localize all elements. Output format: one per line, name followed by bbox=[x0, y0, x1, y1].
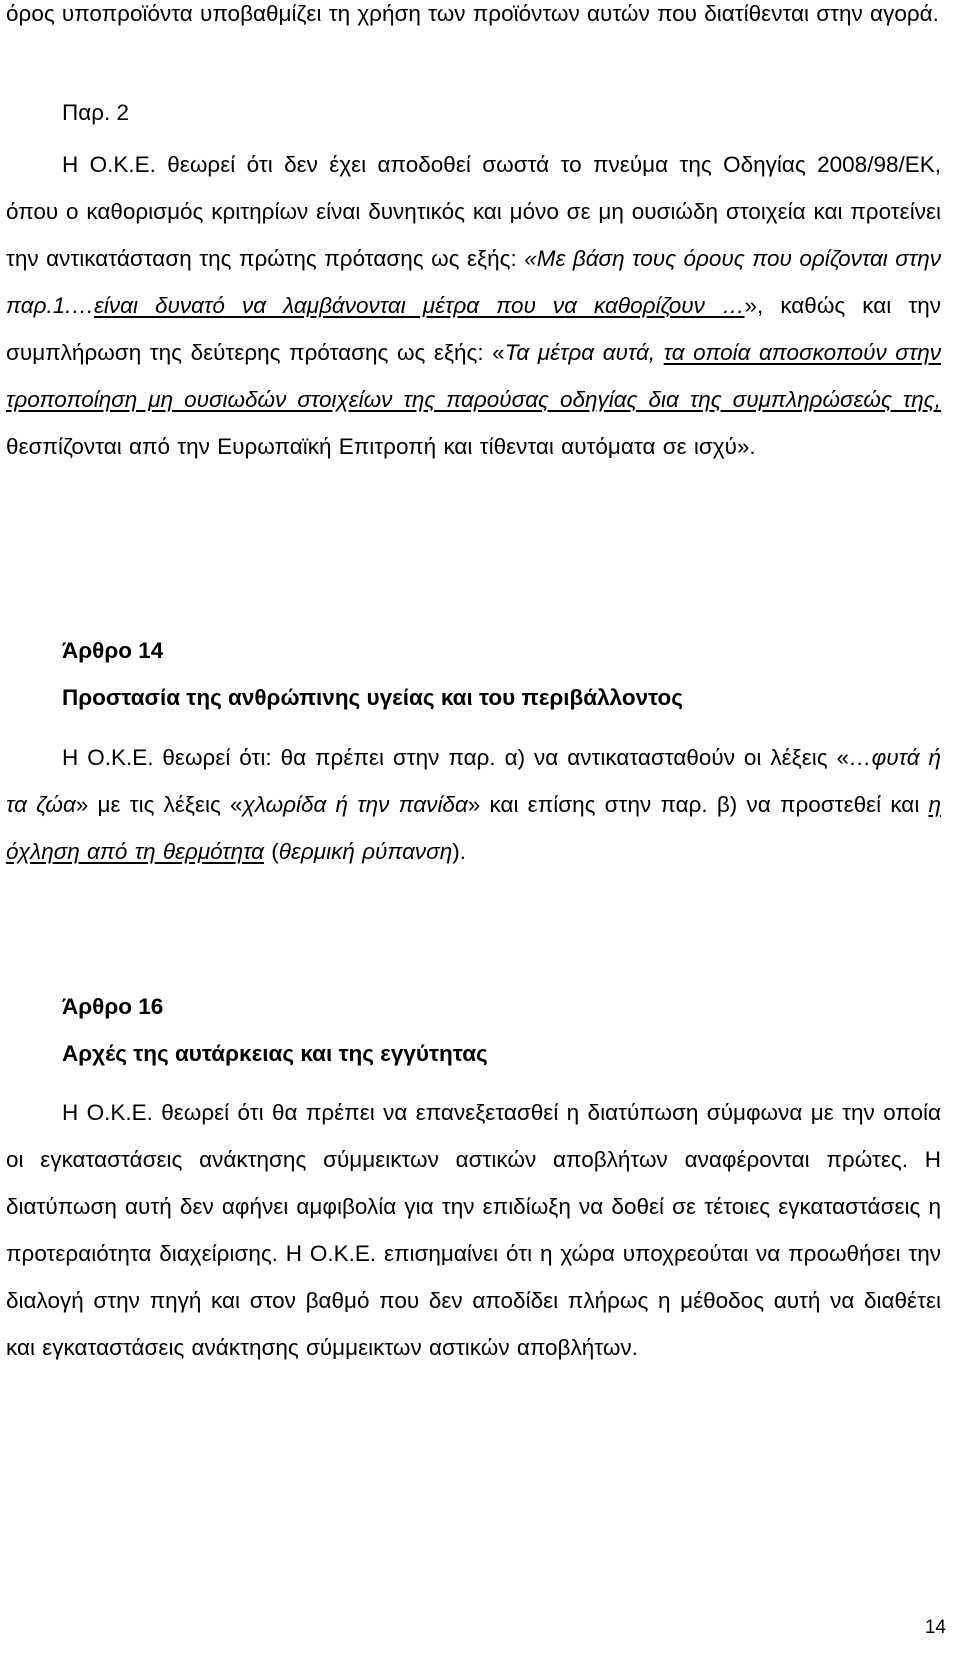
page-number: 14 bbox=[924, 1617, 946, 1638]
art14-quote-1: …φυτά ή τα ζώα bbox=[6, 745, 941, 817]
par2-text-2: », καθώς και την συμπλήρωση της δεύτερης πρότασης ως εξής: « bbox=[6, 293, 942, 365]
par2-measures-underlined: τα οποία αποσκοπούν στην τροποποίηση μη ουσιωδών στοιχείων της παρούσας οδηγίας δια της συμπληρώσεώς της, bbox=[6, 340, 941, 412]
art14-text-5: ). bbox=[452, 839, 466, 864]
art14-underlined: η όχληση από τη θερμότητα bbox=[6, 792, 942, 864]
par2-measures-italic: Τα μέτρα αυτά, bbox=[504, 340, 664, 365]
art16-text: Η Ο.Κ.Ε. θεωρεί ότι θα πρέπει να επανεξετασθεί η διατύπωση σύμφωνα με την οποία οι εγκαταστάσεις ανάκτησης σύμμεικτων αστικών αποβλήτων αναφέρονται πρώτες. Η διατύπωση αυτή δεν αφήνει αμφιβολία για την επιδίωξη να δοθεί σε τέτοιες εγκαταστάσεις η προτεραιότητα διαχείρισης. Η Ο.Κ.Ε. επισημαίνει ότι η χώρα υποχρεούται να προωθήσει την διαλογή στην πηγή και στον βαθμό που δεν αποδίδει πλήρως η μέθοδος αυτή να διαθέτει και εγκαταστάσεις ανάκτησης σύμμεικτων αστικών αποβλήτων. bbox=[6, 1100, 941, 1360]
paragraph-intro bbox=[6, 0, 941, 37]
art14-text-2: » με τις λέξεις « bbox=[75, 792, 243, 817]
article16-title: Άρθρο 16 bbox=[62, 994, 164, 1019]
paragraph-intro-text: όρος υποπροϊόντα υποβαθμίζει τη χρήση των προϊόντων αυτών που διατίθενται στην αγορά. bbox=[6, 1, 939, 26]
paragraph-article16 bbox=[6, 1089, 941, 1371]
article14-subtitle: Προστασία της ανθρώπινης υγείας και του περιβάλλοντος bbox=[62, 685, 683, 710]
par2-text-1: Η Ο.Κ.Ε. θεωρεί ότι δεν έχει αποδοθεί σωστά το πνεύμα της Οδηγίας 2008/98/ΕΚ, όπου ο καθορισμός κριτηρίων είναι δυνητικός και μόνο σε μη ουσιώδη στοιχεία και προτείνει την αντικατάσταση της πρώτης πρότασης ως εξής: bbox=[6, 152, 941, 271]
art14-quote-2: χλωρίδα ή την πανίδα bbox=[242, 792, 468, 817]
par2-text-3: θεσπίζονται από την Ευρωπαϊκή Επιτροπή και τίθενται αυτόματα σε ισχύ». bbox=[6, 434, 756, 459]
art14-text-3: » και επίσης στην παρ. β) να προστεθεί και bbox=[467, 792, 929, 817]
art14-text-1: Η Ο.Κ.Ε. θεωρεί ότι: θα πρέπει στην παρ. α) να αντικατασταθούν οι λέξεις « bbox=[62, 745, 850, 770]
section-label-par2: Παρ. 2 bbox=[62, 100, 130, 125]
article16-subtitle: Αρχές της αυτάρκειας και της εγγύτητας bbox=[62, 1041, 488, 1066]
article14-title: Άρθρο 14 bbox=[62, 638, 164, 663]
paragraph-article14 bbox=[6, 734, 941, 875]
art14-italic: θερμική ρύπανση bbox=[278, 839, 453, 864]
art14-text-4: ( bbox=[264, 839, 279, 864]
par2-quote-underlined: είναι δυνατό να λαμβάνονται μέτρα που να καθορίζουν … bbox=[94, 293, 745, 318]
par2-quote-italic: «Με βάση τους όρους που ορίζονται στην παρ.1.… bbox=[6, 246, 941, 318]
paragraph-par2 bbox=[6, 141, 941, 470]
